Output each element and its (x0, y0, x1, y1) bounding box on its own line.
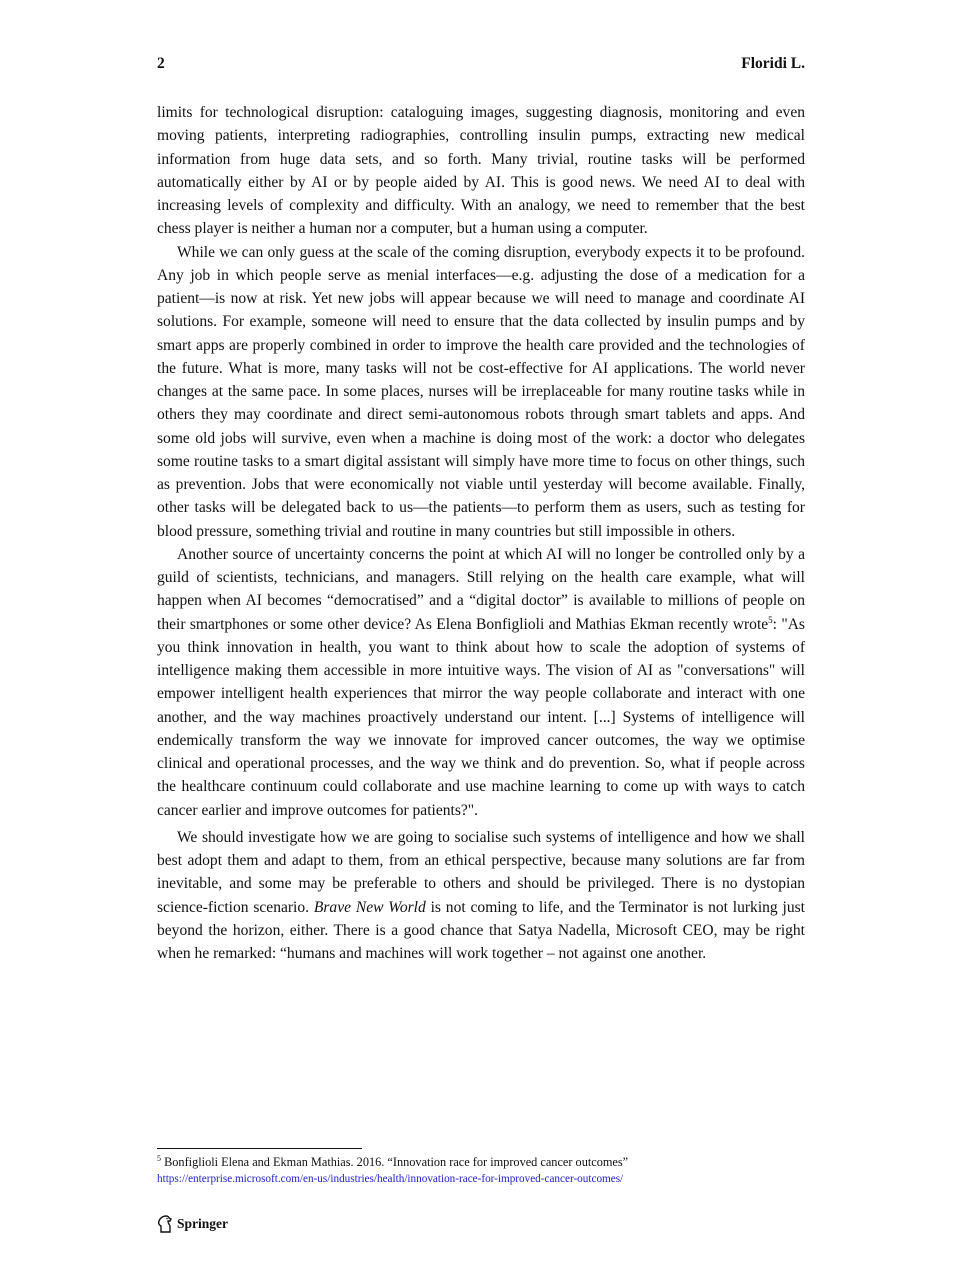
paragraph-2: While we can only guess at the scale of the coming disruption, everybody expects it to be profound. Any job in which people serve as menial interfaces—e.g. adjusting the dose of a medication for a patient—is now at risk. Yet new jobs will appear because we will need to manage and coordinate AI solutions. For example, someone will need to ensure that the data collected by insulin pumps and by smart apps are properly combined in order to improve the health care provided and the technologies of the future. What is more, many tasks will not be cost-effective for AI applications. The world never changes at the same pace. In some places, nurses will be irreplaceable for many routine tasks while in others they may coordinate and direct semi-autonomous robots through smart tablets and apps. And some old jobs will survive, even when a machine is doing most of the work: a doctor who delegates some routine tasks to a smart digital assistant will simply have more time to focus on other things, such as prevention. Jobs that were economically not viable until yesterday will become available. Finally, other tasks will be delegated back to us—the patients—to perform them as users, such as testing for blood pressure, something trivial and routine in many countries but still impossible in others. (157, 243, 805, 540)
publisher-logo (157, 1215, 228, 1233)
body-text (157, 101, 805, 965)
publisher-name: Springer (177, 1216, 229, 1231)
page-number: 2 (157, 55, 165, 72)
paragraph-4-text-a: We should investigate how we are going to socialise such systems of intelligence and how we shall best adopt them and adapt to them, from an ethical perspective, because many solutions are far from inevitable, and some may be preferable to others and should be privileged. There is no dystopian science-fiction scenario. (157, 828, 805, 916)
footnote-divider (157, 1148, 362, 1149)
footnote (157, 1154, 805, 1188)
footnote-number: 5 (157, 1153, 161, 1163)
paper-page (157, 55, 805, 1245)
footnote-link[interactable]: https://enterprise.microsoft.com/en-us/industries/health/innovation-race-for-improved-cancer-outcomes/ (157, 1173, 624, 1185)
paragraph-3-text-b: : "As you think innovation in health, you want to think about how to scale the adoption of systems of intelligence making them accessible in more intuitive ways. The vision of AI as "conversations" will empower intelligent health experiences that mirror the way people collaborate and interact with one another, and the way machines proactively understand our intent. [...] Systems of intelligence will endemically transform the way we innovate for improved cancer outcomes, the way we optimise clinical and operational processes, and the way we think and do prevention. So, what if people across the healthcare continuum could collaborate and use machine learning to come up with ways to catch cancer earlier and improve outcomes for patients?". (157, 615, 805, 819)
springer-horse-icon (157, 1215, 173, 1233)
book-title-italic: Brave New World (313, 898, 426, 916)
footnote-reference[interactable]: 5 (768, 614, 773, 625)
running-header (157, 55, 805, 81)
footnote-citation (157, 1154, 805, 1171)
running-author: Floridi L. (741, 55, 805, 72)
paragraph-3 (157, 543, 805, 822)
footnote-text: Bonfiglioli Elena and Ekman Mathias. 2016. “Innovation race for improved cancer outcomes” (161, 1155, 629, 1169)
paragraph-4 (157, 826, 805, 966)
paragraph-3-text-a: Another source of uncertainty concerns the point at which AI will no longer be controlled only by a guild of scientists, technicians, and managers. Still relying on the health care example, what will happen when AI becomes “democratised” and a “digital doctor” is available to millions of people on their smartphones or some other device? As Elena Bonfiglioli and Mathias Ekman recently wrote (157, 545, 805, 633)
paragraph-1: limits for technological disruption: cataloguing images, suggesting diagnosis, monitoring and even moving patients, interpreting radiographies, controlling insulin pumps, extracting new medical information from huge data sets, and so forth. Many trivial, routine tasks will be performed automatically either by AI or by people aided by AI. This is good news. We need AI to deal with increasing levels of complexity and difficulty. With an analogy, we need to remember that the best chess player is neither a human nor a computer, but a human using a computer. (157, 104, 805, 238)
paragraph-4-text-b: is not coming to life, and the Terminator is not lurking just beyond the horizon, either. There is a good chance that Satya Nadella, Microsoft CEO, may be right when he remarked: “humans and machines will work together – not against one another. (157, 898, 805, 962)
